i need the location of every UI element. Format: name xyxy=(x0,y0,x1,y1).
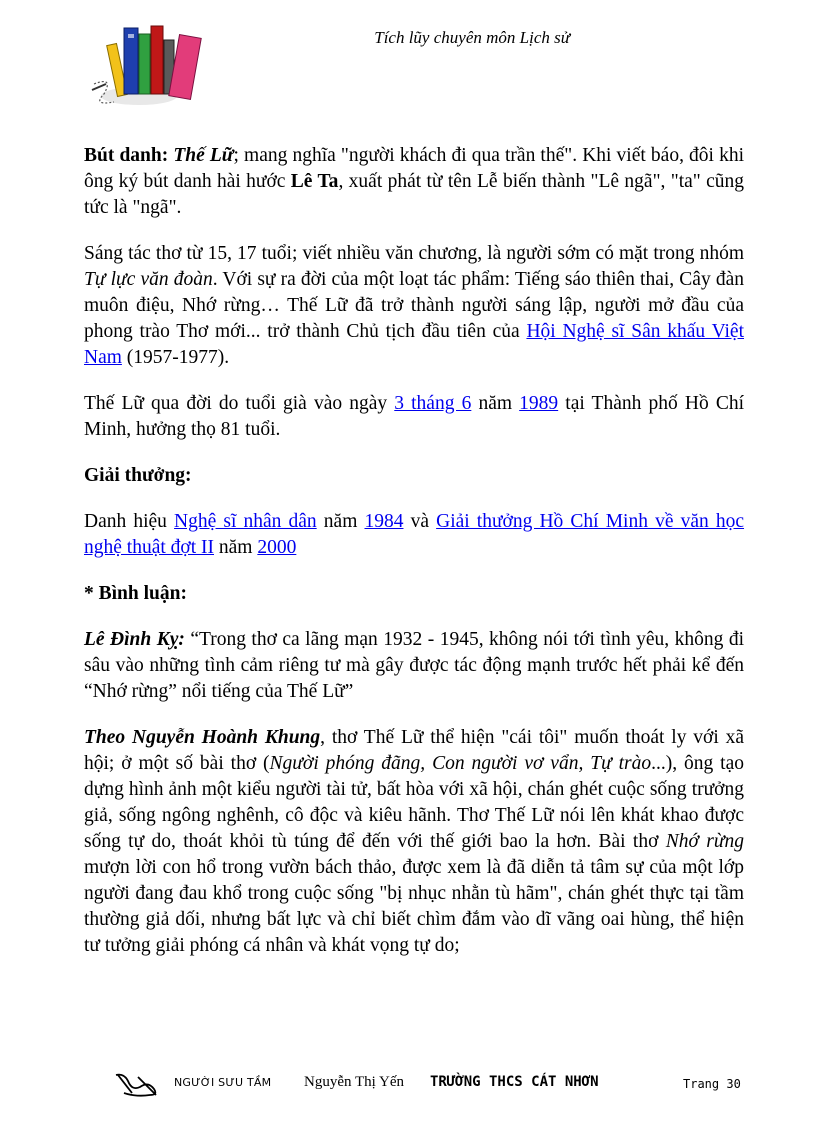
text-span: (1957-1977). xyxy=(121,347,230,368)
death-paragraph xyxy=(84,391,744,443)
text-span: ; mang nghĩa "người khách đi qua trần thế". Khi viết báo, đôi khi ông ký bút danh hài hước xyxy=(84,145,745,192)
text-span: Thế Lữ qua đời do tuổi già vào ngày xyxy=(84,393,395,414)
page-header-title: Tích lũy chuyên môn Lịch sử xyxy=(374,28,570,47)
text-span: năm xyxy=(214,537,258,558)
review-author: Lê Đình Kỵ: xyxy=(84,629,185,650)
awards-heading xyxy=(84,463,744,489)
pen-name-label: Bút danh: xyxy=(84,145,169,166)
year-2000-link[interactable]: 2000 xyxy=(257,537,297,558)
awards-heading-text: Giải thưởng: xyxy=(84,465,192,486)
page-footer xyxy=(0,1071,816,1101)
people-artist-link[interactable]: Nghệ sĩ nhân dân xyxy=(174,511,317,532)
text-span: mượn lời con hổ trong vườn bách thảo, được xem là đã diễn tả tâm sự của một lớp người đang đau khổ trong cuộc sống "bị nhục nhằn tù hãm", chán ghét thực tại tầm thường giả dối, nhưng bất lực và chỉ biết chìm đắm vào dĩ vãng oai hùng, thể hiện tư tưởng giải phóng cá nhân và khát vọng tự do; xyxy=(84,857,744,956)
text-span: năm xyxy=(316,511,365,532)
document-body xyxy=(84,143,744,979)
footer-school: TRƯỜNG THCS CÁT NHƠN xyxy=(430,1074,599,1090)
books-logo-icon xyxy=(84,14,204,114)
text-span: . Với sự ra đời của một loạt tác phẩm: Tiếng sáo thiên thai, Cây đàn muôn điệu, Nhớ rừng… Thế Lữ đã trở thành người sáng lập, người mở đầu của phong trào Thơ mới... trở thành Chủ tịch đầu tiên của xyxy=(84,269,744,342)
alias: Lê Ta xyxy=(290,171,339,192)
footer-collector-label: NGƯỜI SƯU TẦM xyxy=(174,1076,272,1089)
signature-icon xyxy=(114,1071,162,1099)
text-span: , thơ Thế Lữ thể hiện "cái tôi" muốn thoát ly với xã hội; ở một số bài thơ ( xyxy=(84,727,744,774)
text-span: Sáng tác thơ từ 15, 17 tuổi; viết nhiều văn chương, là người sớm có mặt trong nhóm xyxy=(84,243,744,264)
pen-name-paragraph xyxy=(84,143,744,221)
year-link[interactable]: 1989 xyxy=(519,393,559,414)
theatre-association-link[interactable]: Hội Nghệ sĩ Sân khấu Việt Nam xyxy=(84,321,744,368)
awards-paragraph xyxy=(84,509,744,561)
analysis-author: Theo Nguyễn Hoành Khung xyxy=(84,727,321,748)
review-quote-paragraph xyxy=(84,627,744,705)
date-link[interactable]: 3 tháng 6 xyxy=(394,393,472,414)
text-span: năm xyxy=(471,393,520,414)
works-list: Người phóng đãng, Con người vơ vẩn, Tự trào xyxy=(269,753,652,774)
ho-chi-minh-prize-link[interactable]: Giải thưởng Hồ Chí Minh về văn học nghệ thuật đợt II xyxy=(84,511,745,558)
year-1984-link[interactable]: 1984 xyxy=(364,511,404,532)
text-span: tại Thành phố Hồ Chí Minh, hưởng thọ 81 tuổi. xyxy=(84,393,744,440)
text-span: , xuất phát từ tên Lễ biến thành "Lê ngã", "ta" cũng tức là "ngã". xyxy=(84,171,745,218)
pen-name: Thế Lữ xyxy=(173,145,234,166)
analysis-paragraph xyxy=(84,725,744,959)
text-span: ...), ông tạo dựng hình ảnh một kiểu người tài tử, bất hòa với xã hội, chán ghét cuộc sống trưởng giả, sống ngông nghênh, cô độc và kiêu hãnh. Thơ Thế Lữ nói lên khát khao được sống tự do, thoát khỏi tù túng để đến với thế giới bao la hơn. Bài thơ xyxy=(84,753,744,852)
review-heading xyxy=(84,581,744,607)
footer-author-name: Nguyễn Thị Yến xyxy=(304,1074,404,1090)
text-span: Danh hiệu xyxy=(84,511,175,532)
poem-title: Nhớ rừng xyxy=(665,831,744,852)
text-span: và xyxy=(403,511,437,532)
career-paragraph xyxy=(84,241,744,371)
page-number: Trang 30 xyxy=(683,1077,741,1091)
text-span: “Trong thơ ca lãng mạn 1932 - 1945, không nói tới tình yêu, không đi sâu vào những tình cảm riêng tư mà gây được tác động mạnh trước hết phải kể đến “Nhớ rừng” nổi tiếng của Thế Lữ” xyxy=(84,629,744,702)
review-heading-text: * Bình luận: xyxy=(84,583,187,604)
group-name: Tự lực văn đoàn xyxy=(84,269,213,290)
